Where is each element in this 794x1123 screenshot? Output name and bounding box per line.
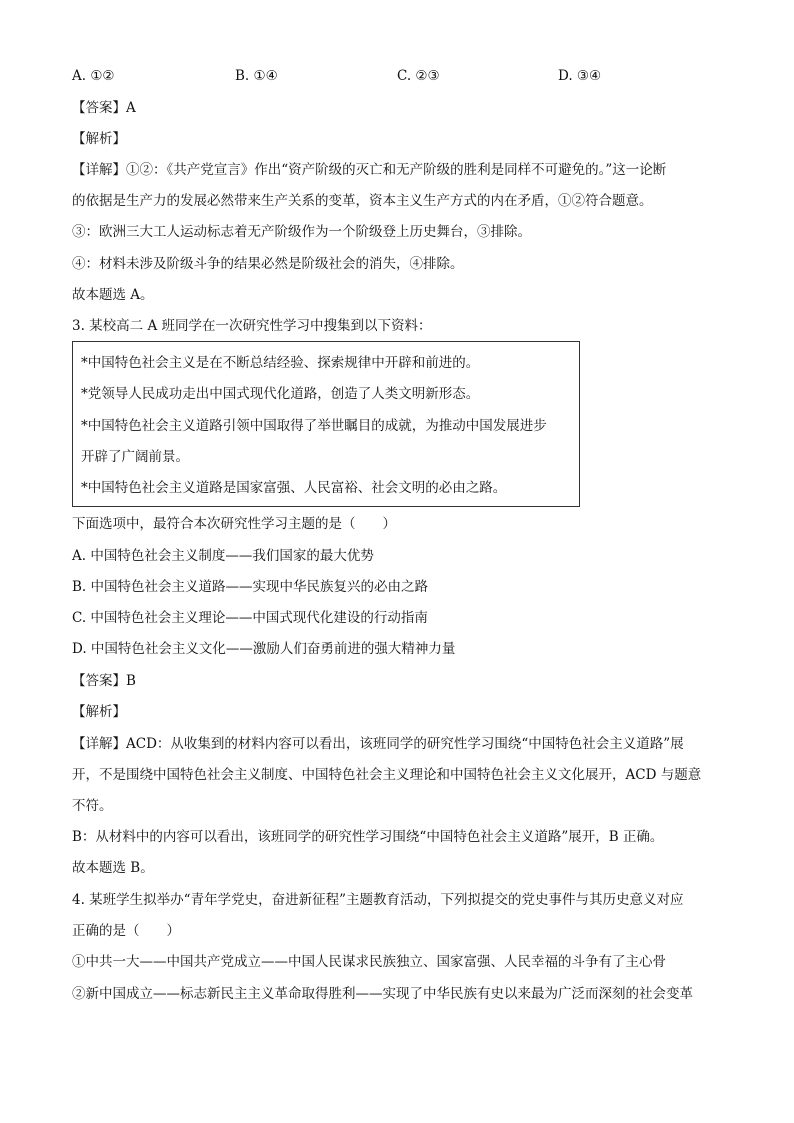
q3-detail-line: 开，不是围绕中国特色社会主义制度、中国特色社会主义理论和中国特色社会主义文化展开，ACD 与题意	[72, 767, 702, 783]
q4-stem: 正确的是（ ）	[72, 923, 180, 939]
q3-stem: 3. 某校高二 A 班同学在一次研究性学习中搜集到以下资料：	[72, 318, 432, 334]
q3-option-d: D. 中国特色社会主义文化——激励人们奋勇前进的强大精神力量	[72, 641, 456, 657]
q3-detail-line: 不符。	[72, 798, 113, 814]
material-line: *党领导人民成功走出中国式现代化道路，创造了人类文明新形态。	[81, 386, 480, 402]
q3-material-box	[72, 341, 580, 507]
q4-item-1: ①中共一大——中国共产党成立——中国人民谋求民族独立、国家富强、人民幸福的斗争有了主心骨	[72, 954, 666, 970]
q2-detail-line: ④：材料未涉及阶级斗争的结果必然是阶级社会的消失，④排除。	[72, 256, 464, 272]
q3-detail-line: 【详解】ACD：从收集到的材料内容可以看出，该班同学的研究性学习围绕“中国特色社会主义道路”展	[72, 736, 684, 752]
q3-option-b: B. 中国特色社会主义道路——实现中华民族复兴的必由之路	[72, 579, 429, 595]
material-line: *中国特色社会主义道路是国家富强、人民富裕、社会文明的必由之路。	[81, 480, 507, 496]
q2-option-a: A. ①②	[72, 68, 115, 84]
material-line: *中国特色社会主义是在不断总结经验、探索规律中开辟和前进的。	[81, 355, 480, 371]
q4-item-2: ②新中国成立——标志新民主主义革命取得胜利——实现了中华民族有史以来最为广泛而深刻的社会变革	[72, 986, 693, 1002]
q2-analysis-heading: 【解析】	[72, 131, 126, 147]
q2-answer: 【答案】A	[72, 100, 136, 116]
q3-option-a: A. 中国特色社会主义制度——我们国家的最大优势	[72, 548, 374, 564]
q2-conclusion: 故本题选 A。	[72, 287, 154, 303]
material-line: 开辟了广阔前景。	[81, 449, 189, 465]
q3-option-c: C. 中国特色社会主义理论——中国式现代化建设的行动指南	[72, 610, 428, 626]
q2-detail-line: 的依据是生产力的发展必然带来生产关系的变革，资本主义生产方式的内在矛盾，①②符合题意。	[72, 193, 653, 209]
q3-question: 下面选项中，最符合本次研究性学习主题的是（ ）	[72, 516, 396, 532]
q3-answer: 【答案】B	[72, 673, 136, 689]
q3-detail-line: B：从材料中的内容可以看出，该班同学的研究性学习围绕“中国特色社会主义道路”展开，B 正确。	[72, 829, 664, 845]
q4-stem: 4. 某班学生拟举办“青年学党史，奋进新征程”主题教育活动，下列拟提交的党史事件与其历史意义对应	[72, 892, 684, 908]
q3-conclusion: 故本题选 B。	[72, 860, 154, 876]
q2-option-c: C. ②③	[397, 68, 440, 84]
q2-detail-line: 【详解】①②：《共产党宣言》作出“资产阶级的灭亡和无产阶级的胜利是同样不可避免的。”这一论断	[72, 162, 667, 178]
q2-option-b: B. ①④	[235, 68, 278, 84]
q3-analysis-heading: 【解析】	[72, 704, 126, 720]
material-line: *中国特色社会主义道路引领中国取得了举世瞩目的成就，为推动中国发展进步	[81, 418, 547, 434]
q2-option-d: D. ③④	[558, 68, 602, 84]
q2-detail-line: ③：欧洲三大工人运动标志着无产阶级作为一个阶级登上历史舞台，③排除。	[72, 224, 531, 240]
